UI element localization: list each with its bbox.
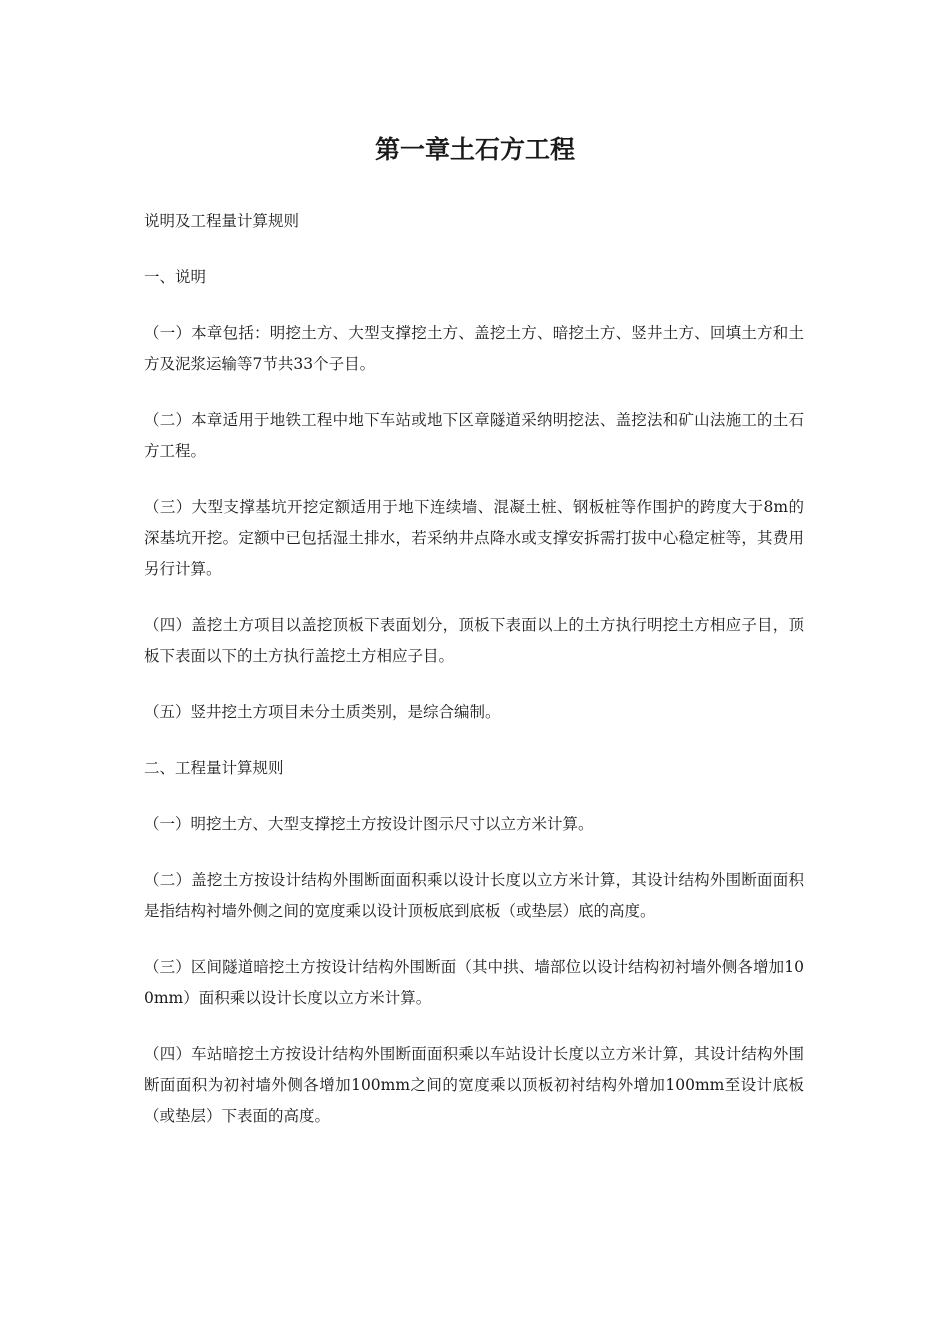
paragraph-5: （五）竖井挖土方项目未分土质类别，是综合编制。 xyxy=(144,703,501,721)
rule-2: （二）盖挖土方按设计结构外围断面面积乘以设计长度以立方米计算，其设计结构外围断面面积是指结构衬墙外侧之间的宽度乘以设计顶板底到底板（或垫层）底的高度。 xyxy=(144,871,804,920)
part-heading-rules: 二、工程量计算规则 xyxy=(144,759,284,777)
part-heading-explanation: 一、说明 xyxy=(144,268,207,286)
document-body xyxy=(144,206,804,1157)
rule-4: （四）车站暗挖土方按设计结构外围断面面积乘以车站设计长度以立方米计算，其设计结构外围断面面积为初衬墙外侧各增加100mm之间的宽度乘以顶板初衬结构外增加100mm至设计底板（或垫层）下表面的高度。 xyxy=(144,1045,804,1125)
chapter-title: 第一章土石方工程 xyxy=(374,135,575,164)
paragraph-1: （一）本章包括：明挖土方、大型支撑挖土方、盖挖土方、暗挖土方、竖井土方、回填土方和土方及泥浆运输等7节共33个子目。 xyxy=(144,324,804,373)
rule-3: （三）区间隧道暗挖土方按设计结构外围断面（其中拱、墙部位以设计结构初衬墙外侧各增加100mm）面积乘以设计长度以立方米计算。 xyxy=(144,958,804,1007)
rule-1: （一）明挖土方、大型支撑挖土方按设计图示尺寸以立方米计算。 xyxy=(144,815,594,833)
paragraph-3: （三）大型支撑基坑开挖定额适用于地下连续墙、混凝土桩、钢板桩等作围护的跨度大于8m的深基坑开挖。定额中已包括湿土排水，若采纳井点降水或支撑安拆需打拔中心稳定桩等，其费用另行计算。 xyxy=(144,498,804,578)
paragraph-2: （二）本章适用于地铁工程中地下车站或地下区章隧道采纳明挖法、盖挖法和矿山法施工的土石方工程。 xyxy=(144,411,804,460)
paragraph-4: （四）盖挖土方项目以盖挖顶板下表面划分，顶板下表面以上的土方执行明挖土方相应子目，顶板下表面以下的土方执行盖挖土方相应子目。 xyxy=(144,616,804,665)
section-heading: 说明及工程量计算规则 xyxy=(144,212,300,230)
